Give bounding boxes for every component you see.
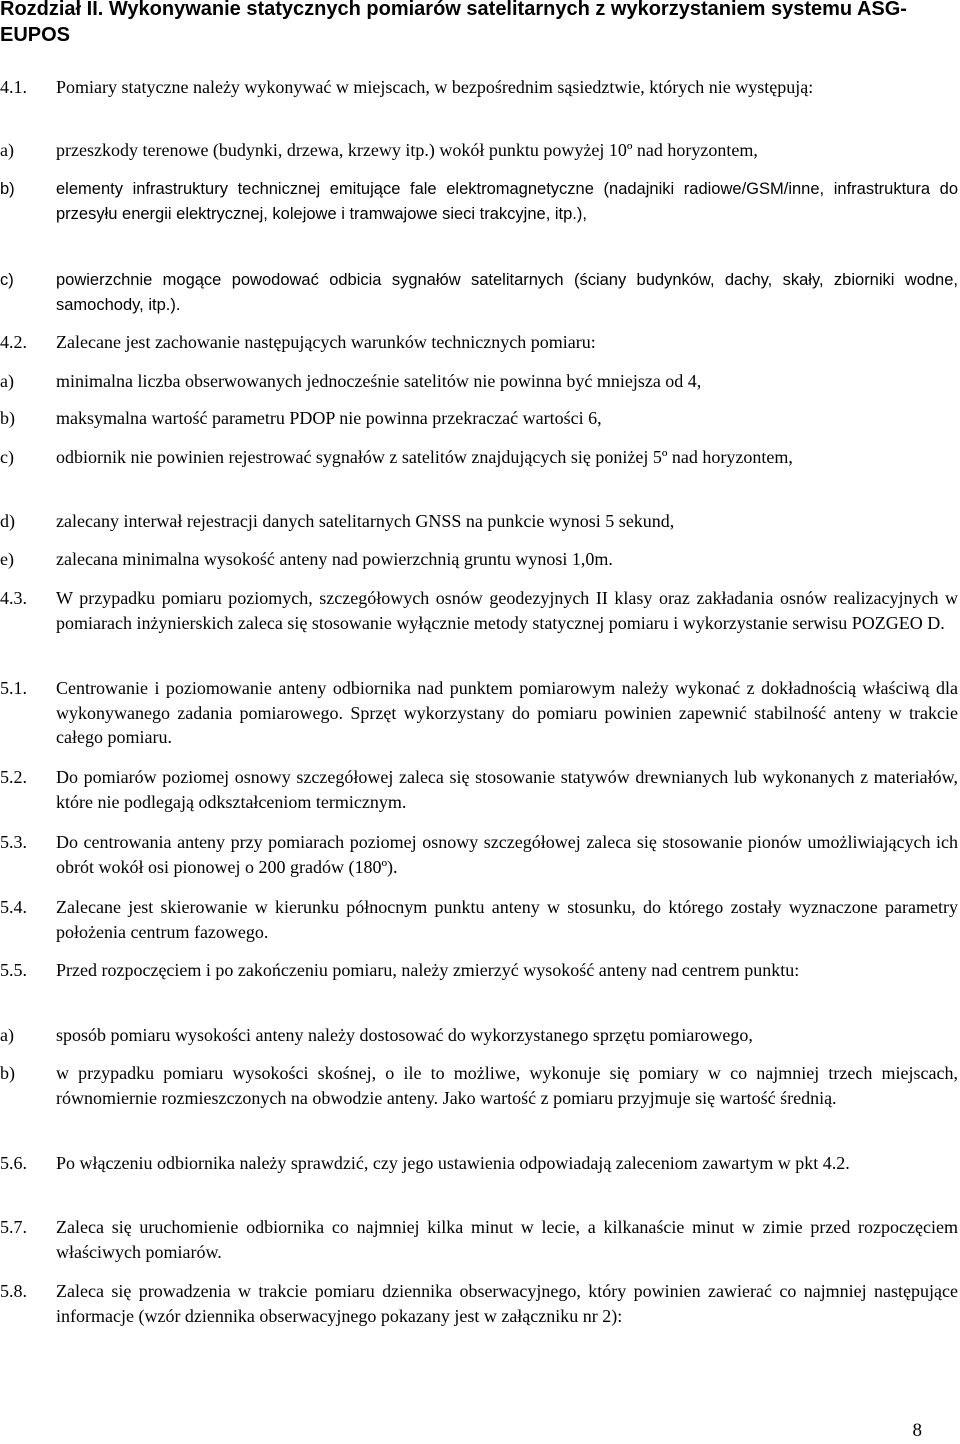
item-number: b) [0,408,15,428]
item-number: 5.8. [0,1281,27,1301]
list-item [0,1215,958,1264]
item-number: c) [0,271,14,289]
item-number: b) [0,180,15,198]
list-item [0,75,958,100]
item-text: minimalna liczba obserwowanych jednocześnie satelitów nie powinna być mniejsza od 4, [56,371,702,391]
item-number: 5.7. [0,1217,27,1237]
item-text: Po włączeniu odbiornika należy sprawdzić, czy jego ustawienia odpowiadają zaleceniom zawartym w pkt 4.2. [56,1153,850,1173]
chapter-heading: Rozdział II. Wykonywanie statycznych pomiarów satelitarnych z wykorzystaniem systemu ASG-EUPOS [0,0,907,46]
item-number: 5.5. [0,960,27,980]
list-item [0,1151,958,1176]
list-item [0,1279,958,1328]
item-number: a) [0,371,14,391]
item-number: 5.2. [0,767,27,787]
list-item [0,765,958,814]
item-text: zalecany interwał rejestracji danych satelitarnych GNSS na punkcie wynosi 5 sekund, [56,511,675,531]
item-text: powierzchnie mogące powodować odbicia sygnałów satelitarnych (ściany budynków, dachy, skały, zbiorniki wodne, samochody, itp.). [56,271,958,314]
item-text: Zaleca się uruchomienie odbiornika co najmniej kilka minut w lecie, a kilkanaście minut w zimie przed rozpoczęciem właściwych pomiarów. [56,1217,958,1262]
list-item [0,177,958,226]
item-text: Zalecane jest skierowanie w kierunku północnym punktu anteny w stosunku, do którego zostały wyznaczone parametry położenia centrum fazowego. [56,897,958,942]
item-number: 5.3. [0,832,27,852]
item-text: W przypadku pomiaru poziomych, szczegółowych osnów geodezyjnych II klasy oraz zakładania osnów realizacyjnych w pomiarach inżynierskich zaleca się stosowanie wyłącznie metody statycznej pomiaru i wykorzystanie serwisu POZGEO D. [56,588,958,633]
item-text: elementy infrastruktury technicznej emitujące fale elektromagnetyczne (nadajniki radiowe/GSM/inne, infrastruktura do przesyłu energii elektrycznej, kolejowe i tramwajowe sieci trakcyjne, itp.), [56,180,958,223]
list-item [0,676,958,750]
list-item [0,1023,958,1048]
list-item [0,830,958,879]
item-number: 5.6. [0,1153,27,1173]
item-text: odbiornik nie powinien rejestrować sygnałów z satelitów znajdujących się poniżej 5º nad horyzontem, [56,447,793,467]
item-number: 4.3. [0,588,27,608]
item-number: e) [0,549,14,569]
item-text: Zalecane jest zachowanie następujących warunków technicznych pomiaru: [56,332,596,352]
item-text: maksymalna wartość parametru PDOP nie powinna przekraczać wartości 6, [56,408,602,428]
item-text: Przed rozpoczęciem i po zakończeniu pomiaru, należy zmierzyć wysokość anteny nad centrem punktu: [56,960,800,980]
list-item [0,138,958,163]
item-number: a) [0,140,14,160]
item-number: c) [0,447,14,467]
item-number: a) [0,1025,14,1045]
list-item [0,586,958,635]
list-item [0,330,958,355]
item-text: Do pomiarów poziomej osnowy szczegółowej zaleca się stosowanie statywów drewnianych lub wykonanych z materiałów, które nie podlegają odkształceniom termicznym. [56,767,958,812]
item-text: Pomiary statyczne należy wykonywać w miejscach, w bezpośrednim sąsiedztwie, których nie występują: [56,77,814,97]
item-text: przeszkody terenowe (budynki, drzewa, krzewy itp.) wokół punktu powyżej 10º nad horyzontem, [56,140,758,160]
list-item [0,509,958,534]
item-number: 5.4. [0,897,27,917]
item-text: Do centrowania anteny przy pomiarach poziomej osnowy szczegółowej zaleca się stosowanie pionów umożliwiających ich obrót wokół osi pionowej o 200 gradów (180º). [56,832,958,877]
item-number: b) [0,1063,15,1083]
item-number: 4.1. [0,77,27,97]
item-text: w przypadku pomiaru wysokości skośnej, o ile to możliwe, wykonuje się pomiary w co najmniej trzech miejscach, równomiernie rozmieszczonych na obwodzie anteny. Jako wartość z pomiaru przyjmuje się wartość średnią. [56,1063,958,1108]
list-item [0,547,958,572]
list-item [0,1061,958,1110]
list-item [0,445,958,470]
item-number: d) [0,511,15,531]
item-number: 5.1. [0,678,27,698]
list-item [0,958,958,983]
item-number: 4.2. [0,332,27,352]
list-item [0,406,958,431]
list-item [0,369,958,394]
list-item [0,895,958,944]
list-item [0,268,958,317]
item-text: Centrowanie i poziomowanie anteny odbiornika nad punktem pomiarowym należy wykonać z dokładnością właściwą dla wykonywanego zadania pomiarowego. Sprzęt wykorzystany do pomiaru powinien zapewnić stabilność anteny w trakcie całego pomiaru. [56,678,958,747]
item-text: sposób pomiaru wysokości anteny należy dostosować do wykorzystanego sprzętu pomiarowego, [56,1025,753,1045]
page-number: 8 [912,1420,922,1441]
item-text: Zaleca się prowadzenia w trakcie pomiaru dziennika obserwacyjnego, który powinien zawierać co najmniej następujące informacje (wzór dziennika obserwacyjnego pokazany jest w załączniku nr 2): [56,1281,958,1326]
item-text: zalecana minimalna wysokość anteny nad powierzchnią gruntu wynosi 1,0m. [56,549,613,569]
